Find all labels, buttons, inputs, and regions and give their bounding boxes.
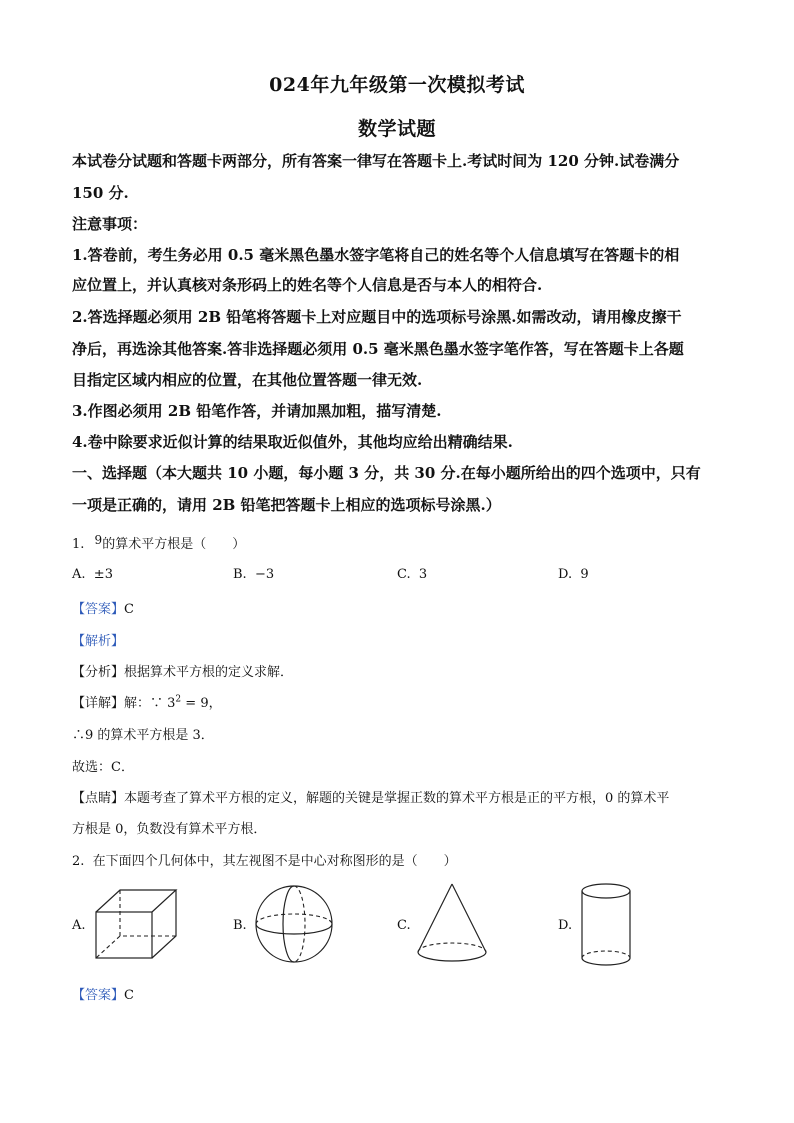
note-1-line-2: 应位置上，并认真核对条形码上的姓名等个人信息是否与本人的相符合.: [72, 276, 543, 294]
intro-line-1: 本试卷分试题和答题卡两部分，所有答案一律写在答题卡上.考试时间为 120 分钟.试卷满分: [72, 152, 680, 170]
sphere-icon: [252, 882, 336, 966]
q1-option-b: B. −3: [233, 567, 275, 582]
page-title: 024年九年级第一次模拟考试: [269, 74, 525, 96]
question-number: 1.: [72, 537, 85, 552]
radicand: 9: [94, 533, 103, 547]
q2-option-d-label: D.: [558, 918, 573, 933]
note-1-line-1: 1.答卷前，考生务必用 0.5 毫米黑色墨水签字笔将自己的姓名等个人信息填写在答题卡的相: [72, 246, 680, 264]
q1-choose: 故选：C．: [72, 760, 134, 775]
q1-answer: 【答案】C: [72, 602, 134, 617]
notes-heading: 注意事项：: [72, 215, 148, 233]
question-1-stem: [72, 533, 245, 552]
intro-line-2: 150 分.: [72, 184, 129, 202]
q1-xiangjie: 【详解】解：∵ $3^2 = 9$，: [72, 694, 222, 711]
cube-icon: [90, 884, 182, 964]
q2-option-b-label: B.: [233, 918, 247, 933]
note-4: 4.卷中除要求近似计算的结果取近似值外，其他均应给出精确结果.: [72, 433, 513, 451]
q2-option-c-label: C.: [397, 918, 411, 933]
note-3: 3.作图必须用 2B 铅笔作答，并请加黑加粗，描写清楚.: [72, 402, 442, 420]
answer-tag: 【答案】: [72, 602, 125, 617]
q1-dianjing-line-1: 【点睛】本题考查了算术平方根的定义，解题的关键是掌握正数的算术平方根是正的平方根，0 的算术平: [72, 791, 670, 806]
dianjing-tag: 【点睛】: [72, 791, 125, 806]
section-heading-line-1: 一、选择题（本大题共 10 小题，每小题 3 分，共 30 分.在每小题所给出的四个选项中，只有: [72, 464, 701, 482]
section-heading-line-2: 一项是正确的，请用 2B 铅笔把答题卡上相应的选项标号涂黑.）: [72, 496, 501, 514]
note-2-line-3: 目指定区域内相应的位置，在其他位置答题一律无效.: [72, 371, 423, 389]
q1-dianjing-line-2: 方根是 0，负数没有算术平方根．: [72, 822, 267, 837]
q1-fenxi: 【分析】根据算术平方根的定义求解．: [72, 665, 294, 680]
cylinder-icon: [578, 880, 634, 970]
question-2-stem: 2. 在下面四个几何体中，其左视图不是中心对称图形的是（ ）: [72, 854, 457, 869]
fenxi-tag: 【分析】: [72, 665, 125, 680]
q1-analysis-tag: 【解析】: [72, 634, 125, 649]
page-subtitle: 数学试题: [357, 118, 436, 140]
answer-tag: 【答案】: [72, 988, 125, 1003]
note-2-line-1: 2.答选择题必须用 2B 铅笔将答题卡上对应题目中的选项标号涂黑.如需改动，请用橡皮擦干: [72, 308, 682, 326]
note-2-line-2: 净后，再选涂其他答案.答非选择题必须用 0.5 毫米黑色墨水签字笔作答，写在答题卡上各题: [72, 340, 684, 358]
q1-therefore: ∴9 的算术平方根是 3．: [72, 728, 214, 743]
q2-answer: 【答案】C: [72, 988, 134, 1003]
cone-icon: [412, 880, 492, 968]
xiangjie-tag: 【详解】: [72, 696, 125, 711]
q1-option-a: A. ±3: [72, 567, 113, 582]
question-text: 的算术平方根是（ ）: [102, 537, 246, 552]
q2-option-a-label: A.: [72, 918, 86, 933]
q1-option-c: C. 3: [397, 567, 428, 582]
q1-option-d: D. 9: [558, 567, 589, 582]
